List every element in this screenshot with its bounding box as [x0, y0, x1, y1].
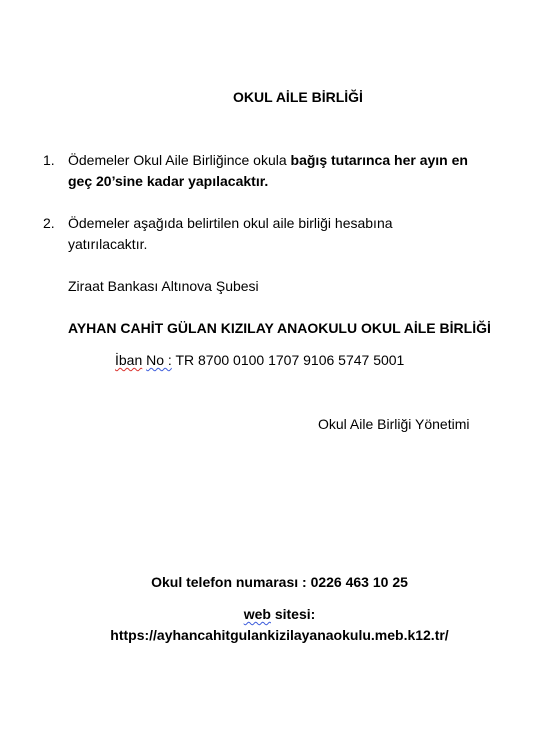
page-title: OKUL AİLE BİRLİĞİ	[233, 89, 363, 105]
iban-no-label: No :	[146, 352, 172, 368]
account-name: AYHAN CAHİT GÜLAN KIZILAY ANAOKULU OKUL AİLE BİRLİĞİ	[68, 320, 491, 336]
list-number-2: 2.	[43, 215, 55, 231]
list-item-2: Ödemeler aşağıda belirtilen okul aile birliği hesabına yatırılacaktır.	[68, 215, 393, 252]
list-number-1: 1.	[43, 152, 55, 168]
website-label	[0, 604, 553, 625]
list-item-1-bold-text: bağış tutarınca her ayın en geç 20’sine kadar yapılacaktır.	[68, 152, 468, 189]
signature: Okul Aile Birliği Yönetimi	[318, 416, 470, 432]
list-item-1	[68, 150, 488, 192]
website-url: https://ayhancahitgulankizilayanaokulu.meb.k12.tr/	[110, 627, 449, 643]
iban-word: İban	[115, 352, 143, 368]
website-label-rest: sitesi:	[270, 606, 316, 622]
bank-branch: Ziraat Bankası Altınova Şubesi	[68, 278, 259, 294]
list-item-1-text: Ödemeler Okul Aile Birliğince okula	[68, 152, 291, 168]
website-label-word: web	[243, 606, 271, 622]
iban-line	[115, 350, 404, 371]
iban-value: TR 8700 0100 1707 9106 5747 5001	[175, 352, 405, 368]
phone-number: Okul telefon numarası : 0226 463 10 25	[151, 574, 408, 590]
